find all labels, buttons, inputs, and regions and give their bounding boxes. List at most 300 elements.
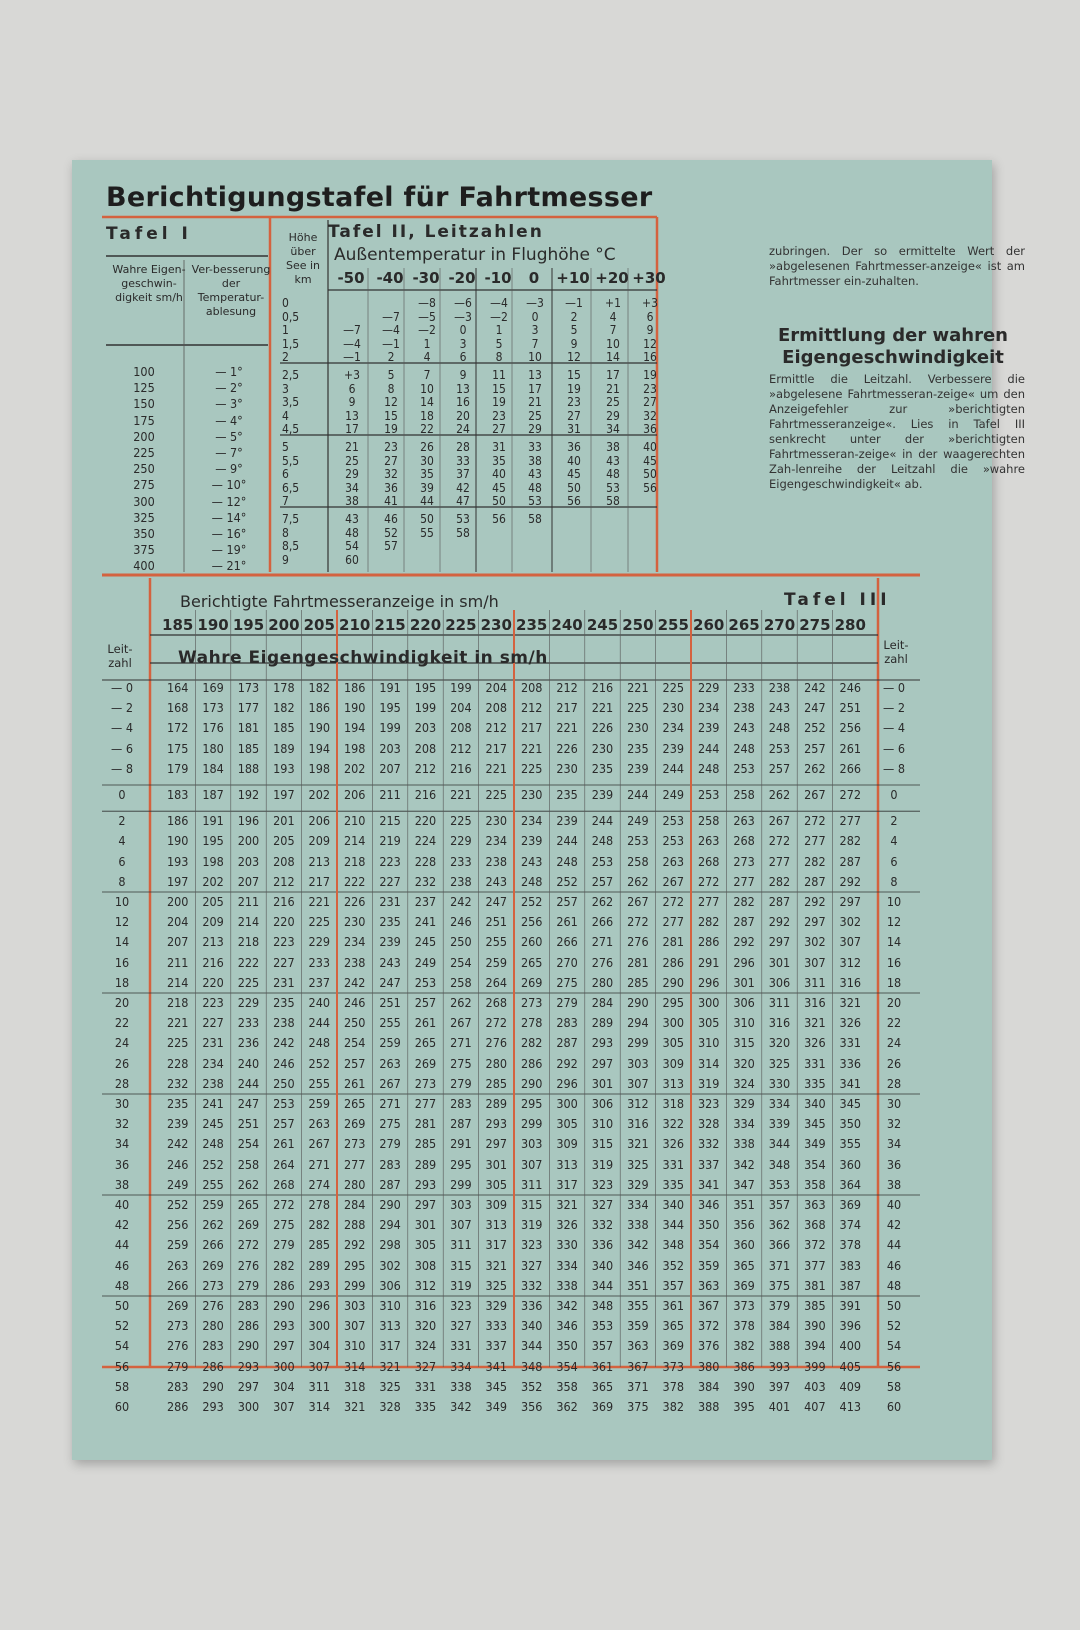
- tafel3-cell: 263: [308, 1116, 331, 1132]
- tafel3-cell: 194: [343, 720, 366, 736]
- tafel3-cell: 285: [308, 1237, 331, 1253]
- tafel3-cell: 263: [166, 1257, 189, 1273]
- tafel3-cell: 257: [273, 1116, 295, 1132]
- tafel3-cell: 250: [450, 934, 472, 950]
- tafel2-cell: 42: [456, 480, 470, 495]
- tafel3-cell: 176: [202, 720, 224, 736]
- tafel3-cell: 214: [343, 833, 366, 849]
- tafel3-cell: 313: [662, 1075, 685, 1091]
- tafel3-cell: 310: [733, 1015, 755, 1031]
- tafel3-cell: 237: [414, 894, 437, 909]
- tafel3-cell: 265: [343, 1096, 366, 1111]
- tafel3-cell: 283: [166, 1378, 189, 1394]
- tafel3-cell: 257: [343, 1055, 366, 1071]
- tafel3-leitzahl-right: 44: [886, 1237, 902, 1253]
- tafel3-cell: 321: [343, 1399, 366, 1414]
- tafel2-height: 1,5: [282, 336, 300, 351]
- tafel3-cell: 178: [273, 680, 295, 695]
- tafel3-leitzahl-left: — 2: [111, 700, 133, 716]
- tafel2-cell: 43: [606, 453, 620, 468]
- tafel1-correction: — 5°: [215, 428, 243, 444]
- tafel3-cell: 369: [733, 1277, 755, 1293]
- tafel3-cell: 295: [450, 1156, 472, 1172]
- tafel3-cell: 233: [308, 954, 331, 970]
- tafel3-cell: 377: [804, 1257, 826, 1273]
- tafel3-cell: 405: [839, 1358, 862, 1374]
- tafel3-cell: 201: [273, 813, 295, 829]
- tafel3-leitzahl-left: 32: [114, 1116, 130, 1132]
- tafel2-cell: 3: [459, 336, 467, 351]
- tafel3-cell: 275: [273, 1217, 295, 1233]
- tafel2-cell: 45: [567, 467, 581, 482]
- tafel3-cell: 279: [166, 1358, 189, 1374]
- tafel3-cell: 373: [733, 1298, 755, 1313]
- tafel3-cell: 225: [520, 760, 543, 776]
- tafel3-cell: 246: [166, 1156, 189, 1172]
- tafel1-correction: — 1°: [215, 364, 243, 379]
- tafel3-speed-header: 270: [763, 616, 796, 634]
- tafel3-cell: 271: [308, 1156, 331, 1172]
- tafel3-cell: 325: [627, 1156, 649, 1172]
- tafel3-cell: 348: [768, 1156, 791, 1172]
- tafel3-cell: 290: [379, 1197, 401, 1212]
- tafel2-cell: 33: [528, 440, 542, 454]
- instructions-body-text: Ermittle die Leitzahl. Verbessere die »abgelesene Fahrtmesseran-zeige« um den Anzeigefehler zur »berichtigten Fahrtmesseranzeige«. Lies in Tafel III senkrecht unter der »berichtigten Fahrtmesseran-zeige« in der waagerechten Zah-lenreihe der Leitzahl die »wahre Eigengeschwindigkeit« ab.: [769, 372, 1025, 491]
- tafel3-cell: 348: [662, 1237, 685, 1253]
- tafel3-cell: 300: [697, 995, 720, 1010]
- tafel2-cell: 9: [348, 395, 356, 410]
- tafel3-cell: 233: [733, 680, 755, 695]
- tafel3-cell: 263: [697, 833, 720, 849]
- tafel1-speed: 375: [133, 542, 155, 558]
- tafel3-cell: 182: [273, 700, 295, 716]
- tafel3-cell: 321: [485, 1257, 508, 1273]
- tafel3-leitzahl-left: 12: [114, 914, 130, 930]
- tafel2-cell: 31: [492, 440, 506, 454]
- tafel3-cell: 231: [379, 894, 401, 909]
- tafel2-cell: 34: [606, 422, 620, 437]
- tafel3-cell: 208: [520, 680, 543, 695]
- tafel3-top-label: Berichtigte Fahrtmesseranzeige in sm/h: [180, 592, 499, 611]
- tafel3-cell: 292: [343, 1237, 366, 1253]
- tafel2-cell: 55: [420, 525, 434, 540]
- tafel3-cell: 365: [662, 1318, 685, 1334]
- tafel3-cell: 327: [520, 1257, 543, 1273]
- tafel3-cell: 323: [697, 1096, 720, 1111]
- tafel3-cell: 292: [839, 873, 862, 889]
- tafel3-cell: 197: [273, 787, 295, 802]
- tafel2-cell: 29: [345, 467, 359, 482]
- tafel3-cell: 262: [591, 894, 614, 909]
- tafel3-cell: 212: [520, 700, 543, 716]
- tafel3-cell: 282: [273, 1257, 295, 1273]
- tafel3-cell: 210: [343, 813, 366, 829]
- tafel3-cell: 226: [343, 894, 366, 909]
- tafel3-cell: 269: [414, 1055, 437, 1071]
- tafel3-cell: 212: [485, 720, 508, 736]
- tafel3-cell: 268: [485, 995, 508, 1010]
- tafel3-cell: 369: [662, 1338, 685, 1354]
- tafel3-cell: 307: [273, 1399, 295, 1414]
- tafel3-cell: 246: [273, 1055, 295, 1071]
- tafel2-cell: 14: [606, 350, 620, 365]
- tafel3-speed-header: 205: [303, 616, 335, 634]
- tafel3-cell: 340: [662, 1197, 685, 1212]
- tafel3-cell: 236: [237, 1035, 260, 1051]
- tafel2-cell: 58: [606, 494, 620, 509]
- tafel3-cell: 200: [237, 833, 260, 849]
- tafel3-cell: 331: [662, 1156, 685, 1172]
- tafel3-cell: 300: [237, 1399, 260, 1414]
- tafel3-cell: 310: [379, 1298, 401, 1313]
- tafel1-correction: — 16°: [211, 526, 247, 541]
- tafel3-cell: 252: [520, 894, 543, 909]
- tafel3-cell: 234: [343, 934, 366, 950]
- tafel3-cell: 329: [627, 1176, 649, 1192]
- tafel3-cell: 300: [308, 1318, 331, 1334]
- tafel2-cell: 13: [345, 408, 359, 423]
- tafel3-leitzahl-left: 0: [118, 787, 126, 802]
- tafel3-leitzahl-right: 32: [886, 1116, 902, 1132]
- tafel3-cell: 242: [450, 894, 472, 909]
- tafel3-cell: 356: [733, 1217, 755, 1233]
- tafel3-cell: 373: [662, 1358, 685, 1374]
- tafel3-leitzahl-left: 38: [114, 1176, 130, 1192]
- tafel2-cell: 16: [643, 350, 657, 365]
- tafel3-cell: 299: [627, 1035, 649, 1051]
- tafel3-cell: 338: [733, 1136, 755, 1152]
- tafel2-cell: 17: [528, 381, 542, 396]
- tafel3-cell: 261: [343, 1075, 366, 1091]
- tafel3-cell: 247: [804, 700, 826, 716]
- tafel3-leitzahl-left: 24: [114, 1035, 130, 1051]
- tafel3-cell: 238: [273, 1015, 295, 1031]
- tafel3-cell: 216: [450, 760, 472, 776]
- tafel3-cell: 186: [308, 700, 331, 716]
- tafel3-cell: 296: [308, 1298, 331, 1313]
- tafel3-cell: 375: [627, 1399, 649, 1414]
- tafel3-leitzahl-left: 48: [114, 1277, 130, 1293]
- tafel3-cell: 195: [379, 700, 401, 716]
- tafel2-cell: 10: [606, 336, 620, 351]
- tafel2-cell: 23: [643, 381, 657, 396]
- tafel2-cell: 36: [384, 480, 398, 495]
- tafel3-cell: 388: [697, 1399, 720, 1414]
- tafel3-cell: 332: [591, 1217, 614, 1233]
- tafel3-cell: 205: [273, 833, 295, 849]
- tafel3-cell: 186: [166, 813, 189, 829]
- tafel3-cell: 227: [273, 954, 295, 970]
- tafel3-cell: 220: [273, 914, 295, 930]
- tafel1-speed: 350: [133, 526, 155, 541]
- tafel3-cell: 372: [804, 1237, 826, 1253]
- tafel3-cell: 293: [273, 1318, 295, 1334]
- tafel3-cell: 397: [768, 1378, 791, 1394]
- tafel3-cell: 286: [662, 954, 685, 970]
- tafel3-cell: 243: [733, 720, 755, 736]
- tafel3-cell: 191: [202, 813, 224, 829]
- tafel2-cell: 27: [567, 408, 581, 423]
- tafel3-cell: 351: [733, 1197, 755, 1212]
- tafel3-cell: 251: [379, 995, 401, 1010]
- tafel3-leitzahl-right: 16: [886, 954, 902, 970]
- tafel2-cell: 19: [567, 381, 581, 396]
- tafel2-cell: 56: [643, 480, 657, 495]
- tafel3-leitzahl-left: 26: [114, 1055, 130, 1071]
- tafel3-cell: 225: [308, 914, 331, 930]
- tafel3-cell: 281: [414, 1116, 437, 1132]
- instructions-heading: Ermittlung der wahren Eigengeschwindigkeit: [778, 325, 1008, 368]
- tafel3-cell: 305: [414, 1237, 437, 1253]
- tafel3-cell: 238: [202, 1075, 224, 1091]
- tafel3-cell: 276: [166, 1338, 189, 1354]
- tafel3-cell: 332: [697, 1136, 720, 1152]
- tafel3-cell: 286: [697, 934, 720, 950]
- tafel3-cell: 314: [308, 1399, 331, 1414]
- tafel2-height: 7: [282, 494, 289, 509]
- tafel3-cell: 197: [166, 873, 189, 889]
- tafel3-cell: 355: [627, 1298, 649, 1313]
- tafel3-cell: 399: [804, 1358, 826, 1374]
- tafel2-cell: 29: [528, 422, 542, 437]
- tafel3-leitzahl-right: 58: [886, 1378, 902, 1394]
- tafel3-cell: 297: [768, 934, 791, 950]
- tafel3-leitzahl-left: 8: [118, 873, 126, 889]
- tafel3-cell: 310: [591, 1116, 614, 1132]
- tafel2-height: 0,5: [282, 309, 300, 324]
- tafel1-speed: 150: [133, 396, 155, 412]
- tafel3-leitzahl-left: 50: [114, 1298, 130, 1313]
- tafel3-cell: 247: [485, 894, 508, 909]
- tafel3-cell: 376: [697, 1338, 720, 1354]
- tafel3-cell: 393: [768, 1358, 791, 1374]
- tafel3-cell: 242: [343, 974, 366, 990]
- tafel3-cell: 283: [237, 1298, 260, 1313]
- tafel2-cell: 46: [384, 512, 398, 526]
- tafel2-height: 3,5: [282, 395, 300, 410]
- tafel1-speed: 125: [133, 380, 155, 396]
- tafel3-cell: 257: [414, 995, 437, 1010]
- tafel3-cell: 353: [591, 1318, 614, 1334]
- tafel3-cell: 310: [697, 1035, 720, 1051]
- tafel3-cell: 325: [768, 1055, 791, 1071]
- tafel2-cell: 12: [643, 336, 657, 351]
- tafel3-leitzahl-left: 16: [114, 954, 130, 970]
- tafel3-cell: 267: [308, 1136, 331, 1152]
- tafel3-cell: 184: [202, 760, 224, 776]
- tafel3-cell: 225: [237, 974, 260, 990]
- tafel2-cell: 32: [643, 408, 657, 423]
- tafel2-cell: 48: [606, 467, 620, 482]
- tafel2-cell: —3: [526, 296, 544, 310]
- tafel3-cell: 211: [379, 787, 401, 802]
- tafel3-cell: 248: [520, 873, 543, 889]
- tafel3-cell: 336: [839, 1055, 862, 1071]
- tafel3-cell: 198: [202, 853, 224, 869]
- tafel3-leitzahl-left: — 0: [111, 680, 133, 695]
- tafel3-cell: 306: [733, 995, 755, 1010]
- tafel2-cell: 17: [345, 422, 359, 437]
- tafel2-temp-header: -30: [412, 269, 440, 287]
- tafel3-cell: 326: [662, 1136, 685, 1152]
- tafel3-cell: 349: [804, 1136, 826, 1152]
- tafel3-leitzahl-right: 28: [886, 1075, 902, 1091]
- tafel3-cell: 271: [450, 1035, 472, 1051]
- tafel1-speed: 325: [133, 509, 155, 525]
- tafel1-speed: 100: [133, 364, 155, 379]
- tafel3-cell: 278: [308, 1197, 331, 1212]
- tafel3-cell: 325: [485, 1277, 508, 1293]
- tafel3-cell: 282: [520, 1035, 543, 1051]
- tafel3-cell: 394: [804, 1338, 826, 1354]
- tafel2-cell: 25: [345, 453, 359, 468]
- tafel2-height: 9: [282, 552, 289, 567]
- tafel3-cell: 248: [591, 833, 614, 849]
- tafel3-cell: 216: [202, 954, 224, 970]
- tafel3-cell: 226: [591, 720, 614, 736]
- tafel3-cell: 284: [343, 1197, 366, 1212]
- tafel3-cell: 286: [273, 1277, 295, 1293]
- tafel3-cell: 302: [379, 1257, 401, 1273]
- tafel3-cell: 316: [839, 974, 862, 990]
- tafel3-leitzahl-right: 14: [886, 934, 902, 950]
- tafel3-cell: 357: [768, 1197, 791, 1212]
- tafel3-cell: 245: [202, 1116, 224, 1132]
- instructions-body: [769, 372, 1025, 492]
- tafel3-cell: 315: [591, 1136, 614, 1152]
- tafel3-cell: 259: [379, 1035, 401, 1051]
- tafel3-cell: 282: [839, 833, 862, 849]
- tafel3-cell: 221: [556, 720, 578, 736]
- tafel3-cell: 297: [804, 914, 826, 930]
- tafel3-cell: 323: [591, 1176, 614, 1192]
- tafel3-cell: 207: [166, 934, 189, 950]
- tafel3-leitzahl-left: 4: [118, 833, 126, 849]
- tafel3-cell: 335: [804, 1075, 826, 1091]
- tafel3-cell: 242: [166, 1136, 189, 1152]
- tafel3-cell: 239: [520, 833, 543, 849]
- tafel3-cell: 330: [556, 1237, 578, 1253]
- tafel3-cell: 280: [343, 1176, 366, 1192]
- tafel3-cell: 225: [627, 700, 649, 716]
- tafel3-cell: 259: [485, 954, 508, 970]
- tafel3-cell: 239: [591, 787, 614, 802]
- tafel3-cell: 255: [308, 1075, 331, 1091]
- tafel3-cell: 239: [627, 760, 649, 776]
- tafel2-cell: —7: [343, 323, 361, 338]
- tafel3-cell: 276: [485, 1035, 508, 1051]
- tafel3-cell: 256: [166, 1217, 189, 1233]
- tafel3-leitzahl-right: — 0: [883, 680, 905, 695]
- tafel3-cell: 209: [308, 833, 331, 849]
- tafel3-cell: 254: [450, 954, 472, 970]
- tafel3-cell: 365: [733, 1257, 755, 1273]
- tafel3-cell: 305: [662, 1035, 685, 1051]
- tafel3-cell: 252: [804, 720, 826, 736]
- tafel3-cell: 277: [839, 813, 862, 829]
- tafel2-cell: 36: [567, 440, 581, 454]
- tafel3-cell: 221: [520, 740, 543, 756]
- tafel3-cell: 190: [166, 833, 189, 849]
- tafel3-cell: 305: [697, 1015, 720, 1031]
- tafel3-cell: 262: [237, 1176, 260, 1192]
- tafel3-cell: 359: [627, 1318, 649, 1334]
- tafel3-cell: 254: [343, 1035, 366, 1051]
- tafel3-cell: 300: [273, 1358, 295, 1374]
- tafel3-cell: 272: [273, 1197, 295, 1212]
- tafel3-cell: 208: [485, 700, 508, 716]
- tafel3-leitzahl-right: 26: [886, 1055, 902, 1071]
- tafel3-cell: 261: [414, 1015, 437, 1031]
- tafel3-leitzahl-right: — 6: [883, 740, 905, 756]
- tafel3-cell: 331: [450, 1338, 472, 1354]
- tafel2-cell: +1: [605, 296, 621, 310]
- tafel3-cell: 261: [273, 1136, 295, 1152]
- tafel3-cell: 341: [697, 1176, 720, 1192]
- tafel3-cell: 251: [485, 914, 508, 930]
- tafel3-cell: 263: [733, 813, 755, 829]
- tafel3-cell: 315: [520, 1197, 543, 1212]
- tafel3-cell: 334: [450, 1358, 472, 1374]
- tafel3-speed-header: 265: [728, 616, 760, 634]
- tafel2-cell: 58: [456, 525, 470, 540]
- tafel3-cell: 279: [379, 1136, 401, 1152]
- tafel3-cell: 306: [591, 1096, 614, 1111]
- tafel3-cell: 248: [768, 720, 791, 736]
- tafel3-leitzahl-left: 58: [114, 1378, 130, 1394]
- tafel3-cell: 232: [414, 873, 437, 889]
- tafel2-cell: 41: [384, 494, 398, 509]
- tafel3-cell: 293: [237, 1358, 260, 1374]
- tafel3-cell: 306: [379, 1277, 401, 1293]
- tafel2-cell: 19: [643, 368, 657, 382]
- tafel3-cell: 312: [839, 954, 862, 970]
- tafel3-cell: 298: [379, 1237, 401, 1253]
- tafel3-cell: 341: [485, 1358, 508, 1374]
- tafel3-cell: 181: [237, 720, 260, 736]
- tafel3-cell: 237: [308, 974, 331, 990]
- tafel1-speed: 400: [133, 558, 155, 574]
- tafel3-leitzahl-right: 34: [886, 1136, 902, 1152]
- tafel3-cell: 195: [202, 833, 224, 849]
- tafel3-cell: 401: [768, 1399, 791, 1414]
- tafel3-cell: 257: [556, 894, 578, 909]
- tafel3-cell: 234: [520, 813, 543, 829]
- tafel3-cell: 183: [166, 787, 189, 802]
- tafel3-cell: 331: [839, 1035, 862, 1051]
- tafel3-leitzahl-right: 24: [886, 1035, 902, 1051]
- tafel3-cell: 300: [662, 1015, 685, 1031]
- tafel3-cell: 277: [343, 1156, 366, 1172]
- tafel3-cell: 345: [804, 1116, 826, 1132]
- tafel3-cell: 290: [202, 1378, 224, 1394]
- tafel3-cell: 297: [414, 1197, 437, 1212]
- tafel3-cell: 299: [520, 1116, 543, 1132]
- tafel2-cell: —8: [418, 296, 436, 310]
- tafel2-cell: 40: [643, 440, 657, 454]
- tafel3-cell: 338: [450, 1378, 472, 1394]
- tafel3-cell: 316: [414, 1298, 437, 1313]
- tafel2-cell: 2: [387, 350, 395, 365]
- tafel3-cell: 203: [414, 720, 437, 736]
- tafel3-cell: 268: [733, 833, 755, 849]
- tafel3-cell: 192: [237, 787, 260, 802]
- tafel3-cell: 209: [202, 914, 224, 930]
- tafel3-cell: 193: [273, 760, 295, 776]
- tafel3-cell: 336: [591, 1237, 614, 1253]
- tafel3-cell: 300: [556, 1096, 578, 1111]
- tafel2-temp-header: +30: [632, 269, 666, 287]
